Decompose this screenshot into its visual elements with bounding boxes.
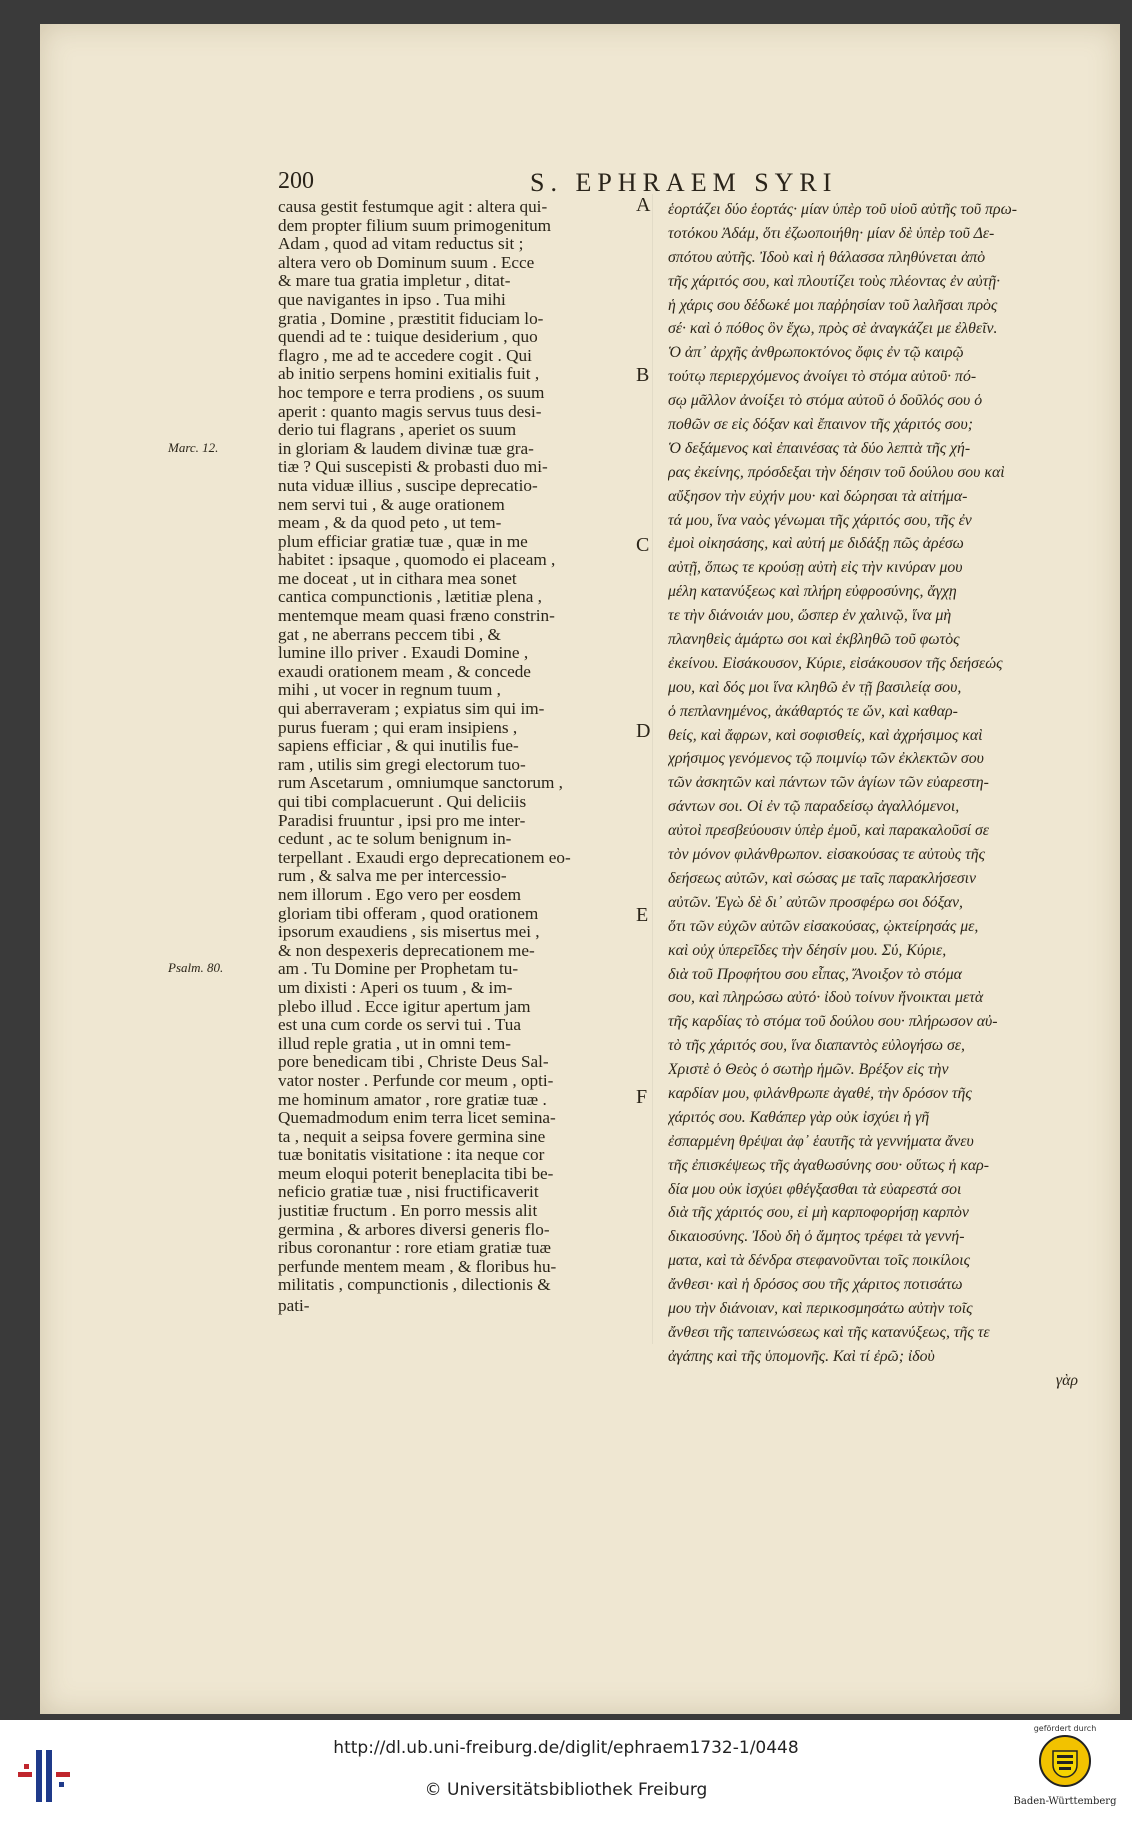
latin-text-line: hoc tempore e terra prodiens , os suum — [278, 383, 545, 402]
greek-text-line: ἄνθεσι τῆς ταπεινώσεως καὶ τῆς κατανύξεως, τῆς τε — [668, 1323, 990, 1341]
latin-text-line: & mare tua gratia impletur , ditat- — [278, 272, 511, 291]
latin-text-line: germina , & arbores diversi generis flo- — [278, 1220, 550, 1239]
greek-text-line: ρας ἐκείνης, πρόσδεξαι τὴν δέησιν τοῦ δούλου σου καὶ — [668, 463, 1005, 481]
greek-text-line: σάντων σοι. Οἱ ἐν τῷ παραδείσῳ ἀγαλλόμενοι, — [668, 798, 960, 816]
copyright-notice: © Universitätsbibliothek Freiburg — [424, 1780, 708, 1800]
latin-text-line: ta , nequit a seipsa fovere germina sine — [278, 1127, 546, 1146]
latin-text-line: lumine illo priver . Exaudi Domine , — [278, 644, 529, 663]
latin-text-line: justitiæ fructum . En porro messis alit — [278, 1202, 538, 1221]
latin-text-line: exaudi orationem meam , & concede — [278, 662, 531, 681]
greek-text-line: ματα, καὶ τὰ δένδρα στεφανοῦνται τοῖς ποικίλοις — [668, 1252, 971, 1270]
greek-text-line: ἐμοὶ οἰκησάσης, καὶ αὐτή με διδάξῃ πῶς ἀρέσω — [668, 535, 964, 553]
latin-text-line: plebo illud . Ecce igitur apertum jam — [278, 997, 531, 1016]
page-number: 200 — [278, 168, 314, 194]
greek-text-line: Χριστὲ ὁ Θεὸς ὁ σωτὴρ ἡμῶν. Βρέξον εἰς τὴν — [668, 1061, 949, 1079]
greek-text-line: μου, καὶ δός μοι ἵνα κληθῶ ἐν τῇ βασιλείᾳ σου, — [668, 678, 962, 696]
greek-text-line: Ὁ ἀπ᾽ ἀρχῆς ἀνθρωποκτόνος ὄφις ἐν τῷ καιρῷ — [668, 344, 964, 362]
latin-text-line: Adam , quod ad vitam reductus sit ; — [278, 235, 524, 254]
greek-text-line: ὁ πεπλανημένος, ἀκάθαρτός τε ὤν, καὶ καθαρ- — [668, 702, 958, 720]
latin-text-line: dem propter filium suum primogenitum — [278, 216, 552, 235]
latin-text-line: gloriam tibi offeram , quod orationem — [278, 904, 539, 923]
latin-text-line: nuta viduæ illius , suscipe deprecatio- — [278, 476, 538, 495]
latin-text-line: qui aberraveram ; expiatus sim qui im- — [278, 700, 545, 719]
greek-text-line: καρδίαν μου, φιλάνθρωπε ἀγαθέ, τὴν δρόσον τῆς — [668, 1084, 972, 1102]
baden-wuerttemberg-coat-of-arms-icon — [1037, 1733, 1093, 1789]
latin-text-line: ab initio serpens homini exitialis fuit , — [278, 365, 540, 384]
latin-text-line: qui tibi complacuerunt . Qui deliciis — [278, 793, 527, 811]
latin-text-line: perfunde mentem meam , & floribus hu- — [278, 1257, 557, 1276]
greek-catchword: γὰρ — [1055, 1371, 1078, 1389]
latin-text-line: causa gestit festumque agit : altera qui- — [278, 198, 548, 216]
section-letter-e: E — [636, 904, 649, 926]
greek-text-line: σέ· καὶ ὁ πόθος ὃν ἔχω, πρὸς σὲ ἀναγκάζει με ἐλθεῖν. — [668, 320, 998, 338]
greek-text-line: ἀγάπης καὶ τῆς ὑπομονῆς. Καὶ τί ἐρῶ; ἰδοὺ — [668, 1347, 935, 1365]
sponsor-caption: gefördert durch — [1033, 1724, 1097, 1733]
greek-text-line: αὔξησον τὴν εὐχήν μου· καὶ δώρησαι τὰ αἰτήμα- — [668, 487, 968, 505]
latin-text-line: ram , utilis sim gregi electorum tuo- — [278, 755, 526, 774]
latin-text-line: & non despexeris deprecationem me- — [278, 941, 535, 960]
greek-text-line: αὐτῇ, ὅπως τε κρούσῃ αὐτὴ εἰς τὴν κινύραν μου — [668, 559, 963, 577]
latin-text-line: illud reple gratia , ut in omni tem- — [278, 1034, 511, 1053]
latin-text-line: neficio gratiæ tuæ , nisi fructificaverit — [278, 1183, 539, 1202]
greek-text-line: αὐτῶν. Ἐγὼ δὲ δι᾽ αὐτῶν προσφέρω σοι δόξαν, — [668, 893, 964, 911]
greek-text-line: διὰ τοῦ Προφήτου σου εἶπας, Ἄνοιξον τὸ στόμα — [668, 965, 962, 983]
section-letter-f: F — [636, 1086, 648, 1108]
greek-text-line: δικαιοσύνης. Ἰδοὺ δὴ ὁ ἄμητος τρέφει τὰ γεννή- — [668, 1228, 965, 1246]
latin-text-line: me hominum amator , rore gratiæ tuæ . — [278, 1090, 547, 1109]
latin-text-line: mentemque meam quasi fræno constrin- — [278, 607, 555, 626]
greek-column — [668, 198, 1088, 1393]
greek-text-line: ἐκείνου. Εἰσάκουσον, Κύριε, εἰσάκουσον τῆς δεήσεώς — [668, 654, 1003, 672]
greek-text-line: τοτόκου Ἀδάμ, ὅτι ἐζωοποιήθη· μίαν δὲ ὑπὲρ τοῦ Δε- — [668, 224, 995, 242]
column-divider — [652, 194, 653, 1344]
latin-text-line: in gloriam & laudem divinæ tuæ gra- — [278, 439, 534, 458]
latin-text-line: tuæ bonitatis visitatione : ita neque cor — [278, 1146, 545, 1165]
section-letter-a: A — [636, 194, 651, 216]
latin-text-line: terpellant . Exaudi ergo deprecationem eo- — [278, 848, 571, 867]
greek-text-line: καὶ οὐχ ὑπερεῖδες τὴν δέησίν μου. Σύ, Κύριε, — [668, 941, 947, 959]
latin-text-line: ribus coronantur : rore etiam gratiæ tuæ — [278, 1239, 552, 1258]
latin-text-line: um dixisti : Aperi os tuum , & im- — [278, 978, 513, 997]
greek-text-line: μέλη κατανύξεως καὶ πλήρη εὐφροσύνης, ἄγχῃ — [668, 583, 957, 601]
latin-text-line: cantica compunctionis , lætitiæ plena , — [278, 588, 542, 607]
latin-text-line: am . Tu Domine per Prophetam tu- — [278, 960, 519, 979]
greek-text-line: τῆς χάριτός σου, καὶ πλουτίζει τοὺς πλέοντας ἐν αὐτῇ· — [668, 272, 1001, 290]
latin-text-line: meum eloqui poterit beneplacita tibi be- — [278, 1164, 554, 1183]
section-letter-d: D — [636, 720, 651, 742]
greek-text-line: αὐτοὶ πρεσβεύουσιν ὑπὲρ ἐμοῦ, καὶ παρακαλοῦσί σε — [668, 822, 989, 840]
greek-text-line: τῆς καρδίας τὸ στόμα τοῦ δούλου σου· πλήρωσον αὐ- — [668, 1013, 998, 1031]
latin-text-line: habitet : ipsaque , quomodo ei placeam , — [278, 551, 556, 570]
greek-text-line: πλανηθεὶς ἁμάρτω σοι καὶ ἐκβληθῶ τοῦ φωτὸς — [668, 631, 960, 649]
greek-text-line: σπότου αὐτῆς. Ἰδοὺ καὶ ἡ θάλασσα πληθύνεται ἀπὸ — [668, 248, 986, 266]
latin-text-line: altera vero ob Dominum suum . Ecce — [278, 253, 535, 272]
latin-text-line: Paradisi fruuntur , ipsi pro me inter- — [278, 811, 526, 830]
greek-text-line: ἐσπαρμένη θρέψαι ἀφ᾽ ἑαυτῆς τὰ γεννήματα ἄνευ — [668, 1132, 974, 1150]
greek-text-line: δία μου οὐκ ἰσχύει φθέγξασθαι τὰ εὐαρεστά σοι — [668, 1180, 962, 1198]
latin-text-line: purus fueram ; qui eram insipiens , — [278, 718, 518, 737]
latin-text-line: me doceat , ut in cithara mea sonet — [278, 569, 517, 588]
latin-text-line: pore benedicam tibi , Christe Deus Sal- — [278, 1053, 549, 1072]
running-title: S. EPHRAEM SYRI — [530, 168, 838, 197]
latin-text-line: sapiens efficiar , & qui inutilis fue- — [278, 737, 519, 756]
section-letter-b: B — [636, 364, 650, 386]
latin-text-line: aperit : quanto magis servus tuus desi- — [278, 402, 542, 421]
latin-text-line: quendi ad te : tuique desiderium , quo — [278, 328, 538, 347]
latin-text-line: plum efficiar gratiæ tuæ , quæ in me — [278, 532, 528, 551]
latin-text-line: que navigantes in ipso . Tua mihi — [278, 290, 506, 309]
greek-text-line: τούτῳ περιερχόμενος ἀνοίγει τὸ στόμα αὐτοῦ· πό- — [668, 368, 977, 386]
greek-text-line: τῆς ἐπισκέψεως τῆς ἀγαθωσύνης σου· οὕτως ἡ καρ- — [668, 1156, 989, 1174]
latin-text-line: derio tui flagrans , aperiet os suum — [278, 421, 517, 440]
greek-text-line: χάριτός σου. Καθάπερ γὰρ οὐκ ἰσχύει ἡ γῆ — [668, 1108, 930, 1126]
viewer-footer — [0, 1720, 1132, 1828]
greek-text-line: ἄνθεσι· καὶ ἡ δρόσος σου τῆς χάριτος ποτισάτω — [668, 1276, 963, 1294]
greek-text-line: θείς, καὶ ἄφρων, καὶ σοφισθείς, καὶ ἀχρήσιμος καὶ — [668, 726, 983, 744]
latin-text-line: tiæ ? Qui suscepisti & probasti duo mi- — [278, 458, 548, 477]
greek-text-line: ἡ χάρις σου δέδωκέ μοι παῤῥησίαν τοῦ λαλῆσαι πρὸς — [668, 296, 998, 314]
greek-text-line: ἑορτάζει δύο ἑορτάς· μίαν ὑπὲρ τοῦ υἱοῦ αὐτῆς τοῦ πρω- — [668, 201, 1018, 218]
greek-text-line: τῶν ἀσκητῶν καὶ πάντων τῶν ἁγίων τῶν εὐαρεστη- — [668, 774, 989, 792]
greek-text-line: χρήσιμος γενόμενος τῷ ποιμνίῳ τῶν ἐκλεκτῶν σου — [668, 750, 984, 768]
latin-text-line: militatis , compunctionis , dilectionis & — [278, 1276, 551, 1295]
latin-text-line: Quemadmodum enim terra licet semina- — [278, 1109, 556, 1128]
greek-text-line: δεήσεως αὐτῶν, καὶ σώσας με ταῖς παρακλήσεσιν — [668, 869, 977, 887]
latin-text-line: flagro , me ad te accedere cogit . Qui — [278, 346, 532, 365]
latin-text-line: nem servi tui , & auge orationem — [278, 495, 505, 514]
greek-text-line: σου, καὶ πληρώσω αὐτό· ἰδοὺ τοίνυν ἤνοικται μετὰ — [668, 989, 984, 1007]
greek-text-line: σῳ μᾶλλον ἀνοίξει τὸ στόμα αὐτοῦ ὁ δοῦλός σου ὁ — [668, 392, 983, 410]
sponsor-name: Baden-Württemberg — [1013, 1796, 1117, 1807]
margin-note-psalm: Psalm. 80. — [168, 960, 224, 975]
latin-column — [278, 198, 618, 1316]
greek-text-line: τε τὴν διάνοιάν μου, ὥσπερ ἐν χαλινῷ, ἵνα μὴ — [668, 607, 952, 625]
section-letter-c: C — [636, 534, 650, 556]
greek-text-line: μου τὴν διάνοιαν, καὶ περικοσμησάτω αὐτὴν τοῖς — [668, 1299, 973, 1317]
latin-text-line: vator noster . Perfunde cor meum , opti- — [278, 1071, 554, 1090]
latin-text-line: gat , ne aberrans peccem tibi , & — [278, 625, 501, 644]
greek-text-line: τά μου, ἵνα ναὸς γένωμαι τῆς χάριτός σου, τῆς ἐν — [668, 511, 972, 529]
latin-catchword: pati- — [278, 1296, 310, 1316]
greek-text-line: ὅτι τῶν εὐχῶν αὐτῶν εἰσακούσας, ᾠκτείρησάς με, — [668, 917, 979, 935]
latin-text-line: rum Ascetarum , omniumque sanctorum , — [278, 774, 563, 793]
latin-text-line: mihi , ut vocer in regnum tuum , — [278, 681, 501, 700]
greek-text-line: τὸν μόνον φιλάνθρωπον. εἰσακούσας τε αὐτοὺς τῆς — [668, 846, 986, 864]
greek-text-line: ποθῶν σε εἰς δόξαν καὶ ἔπαινον τῆς χάριτός σου; — [668, 416, 973, 434]
latin-text-line: nem illorum . Ego vero per eosdem — [278, 885, 521, 904]
sponsor-block — [1010, 1724, 1120, 1824]
page-url[interactable]: http://dl.ub.uni-freiburg.de/diglit/ephraem1732-1/0448 — [333, 1738, 799, 1758]
latin-text-line: rum , & salva me per intercessio- — [278, 867, 507, 886]
greek-text-line: τὸ τῆς χάριτός σου, ἵνα διαπαντὸς εὐλογήσω σε, — [668, 1037, 965, 1055]
book-page — [40, 24, 1120, 1714]
latin-text-line: est una cum corde os servi tui . Tua — [278, 1016, 521, 1035]
latin-text-line: gratia , Domine , præstitit fiduciam lo- — [278, 309, 544, 328]
latin-text-line: ipsorum exaudiens , sis misertus mei , — [278, 923, 540, 942]
margin-note-marc: Marc. 12. — [168, 440, 219, 455]
latin-text-line: cedunt , ac te solum benignum in- — [278, 830, 512, 849]
greek-text-line: διὰ τῆς χάριτός σου, εἰ μὴ καρποφορήσῃ καρπὸν — [668, 1204, 969, 1222]
greek-text-line: Ὁ δεξάμενος καὶ ἐπαινέσας τὰ δύο λεπτὰ τῆς χή- — [668, 439, 971, 457]
latin-text-line: meam , & da quod peto , ut tem- — [278, 514, 502, 533]
